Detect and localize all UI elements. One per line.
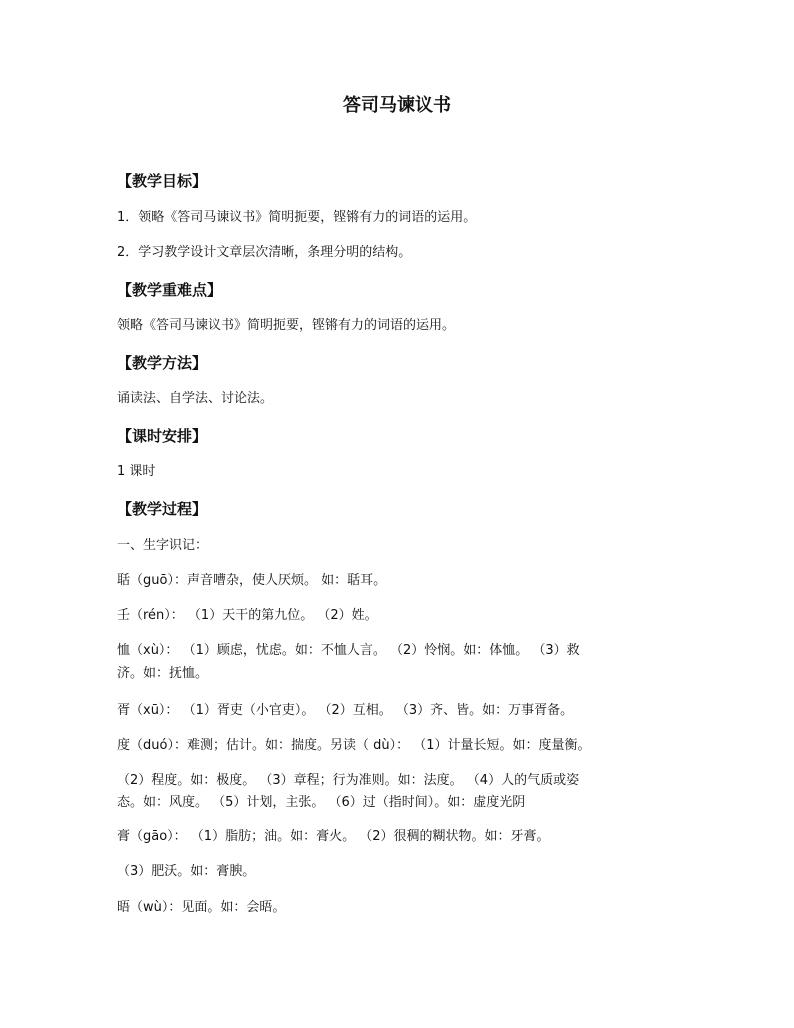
process-line: 壬（rén）： （1）天干的第九位。 （2）姓。 [117,608,378,623]
process-line: （3）肥沃。如：膏腴。 [117,864,256,879]
heading-key-points: 【教学重难点】 [117,281,223,299]
process-line: 度（duó）：难测；估计。如：揣度。另读（ dù）： （1）计量长短。如：度量衡。 [117,738,591,753]
process-line: 聒（guō）：声音嘈杂，使人厌烦。 如：聒耳。 [117,573,387,588]
process-line: 晤（wù）：见面。如：会晤。 [117,900,286,915]
goal-item-1: 1．领略《答司马谏议书》简明扼要，铿锵有力的词语的运用。 [117,210,477,225]
process-line: （2）程度。如：极度。 （3）章程；行为准则。如：法度。 （4）人的气质或姿 [117,773,580,788]
process-line: 恤（xù）： （1）顾虑，忧虑。如：不恤人言。 （2）怜悯。如：体恤。 （3）救 [117,643,580,658]
process-line: 胥（xū）： （1）胥吏（小官吏）。 （2）互相。 （3）齐、皆。如：万事胥备。 [117,703,574,718]
heading-schedule: 【课时安排】 [117,427,208,445]
process-line: 态。如：风度。 （5）计划，主张。 （6）过（指时间）。如：虚度光阴 [117,795,526,810]
schedule-text: 1 课时 [117,464,156,479]
key-points-text: 领略《答司马谏议书》简明扼要，铿锵有力的词语的运用。 [117,318,456,333]
process-line: 一、生字识记： [117,538,209,553]
goal-item-2: 2．学习教学设计文章层次清晰，条理分明的结构。 [117,245,412,260]
process-line: 济。如：抚恤。 [117,666,209,681]
process-line: 膏（gāo）： （1）脂肪；油。如：膏火。 （2）很稠的糊状物。如：牙膏。 [117,829,550,844]
document-title: 答司马谏议书 [343,95,451,116]
teaching-method-text: 诵读法、自学法、讨论法。 [117,391,274,406]
heading-teaching-process: 【教学过程】 [117,500,208,518]
heading-teaching-method: 【教学方法】 [117,354,208,372]
heading-teaching-goals: 【教学目标】 [117,172,208,190]
